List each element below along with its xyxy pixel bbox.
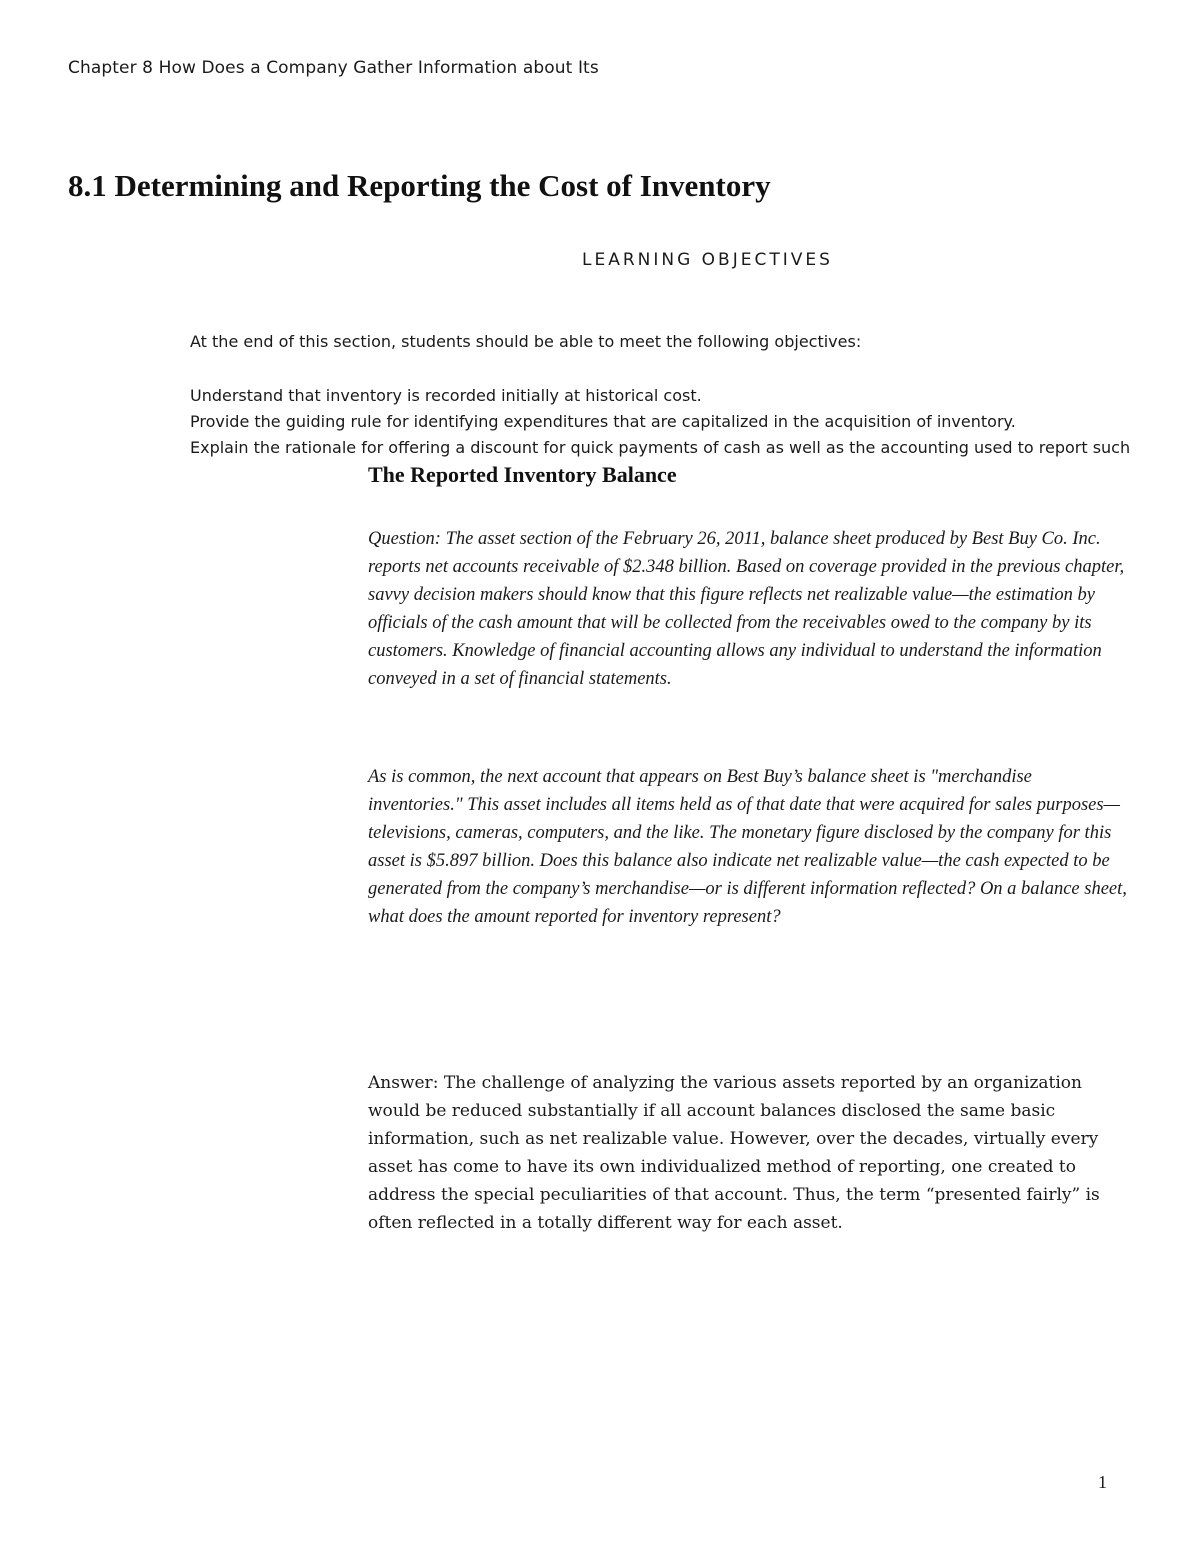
learning-objectives-list (190, 383, 1130, 461)
subsection-heading: The Reported Inventory Balance (368, 462, 677, 487)
learning-objectives-intro: At the end of this section, students should be able to meet the following objectives: (190, 332, 862, 351)
section-title: 8.1 Determining and Reporting the Cost of Inventory (68, 168, 771, 203)
learning-objective-item: Explain the rationale for offering a discount for quick payments of cash as well as the accounting used to report such (190, 438, 1131, 457)
page-number: 1 (1098, 1472, 1107, 1492)
answer-paragraph: Answer: The challenge of analyzing the various assets reported by an organization would be reduced substantially if all account balances disclosed the same basic information, such as net realizable value. However, over the decades, virtually every asset has come to have its own individualized method of reporting, one created to address the special peculiarities of that account. Thus, the term “presented fairly” is often reflected in a totally different way for each asset. (368, 1073, 1100, 1233)
question-paragraph: Question: The asset section of the February 26, 2011, balance sheet produced by Best Buy Co. Inc. reports net accounts receivable of $2.348 billion. Based on coverage provided in the previous chapter, savvy decision makers should know that this figure reflects net realizable value—the estimation by officials of the cash amount that will be collected from the receivables owed to the company by its customers. Knowledge of financial accounting allows any individual to understand the information conveyed in a set of financial statements. (368, 529, 1125, 689)
learning-objective-item: Provide the guiding rule for identifying expenditures that are capitalized in the acquisition of inventory. (190, 412, 1016, 431)
learning-objective-item: Understand that inventory is recorded initially at historical cost. (190, 386, 702, 405)
question-paragraph-continued: As is common, the next account that appears on Best Buy’s balance sheet is "merchandise inventories." This asset includes all items held as of that date that were acquired for sales purposes—televisions, cameras, computers, and the like. The monetary figure disclosed by the company for this asset is $5.897 billion. Does this balance also indicate net realizable value—the cash expected to be generated from the company’s merchandise—or is different information reflected? On a balance sheet, what does the amount reported for inventory represent? (368, 767, 1127, 927)
running-header: Chapter 8 How Does a Company Gather Information about Its (68, 58, 599, 78)
learning-objectives-heading: LEARNING OBJECTIVES (582, 250, 833, 270)
